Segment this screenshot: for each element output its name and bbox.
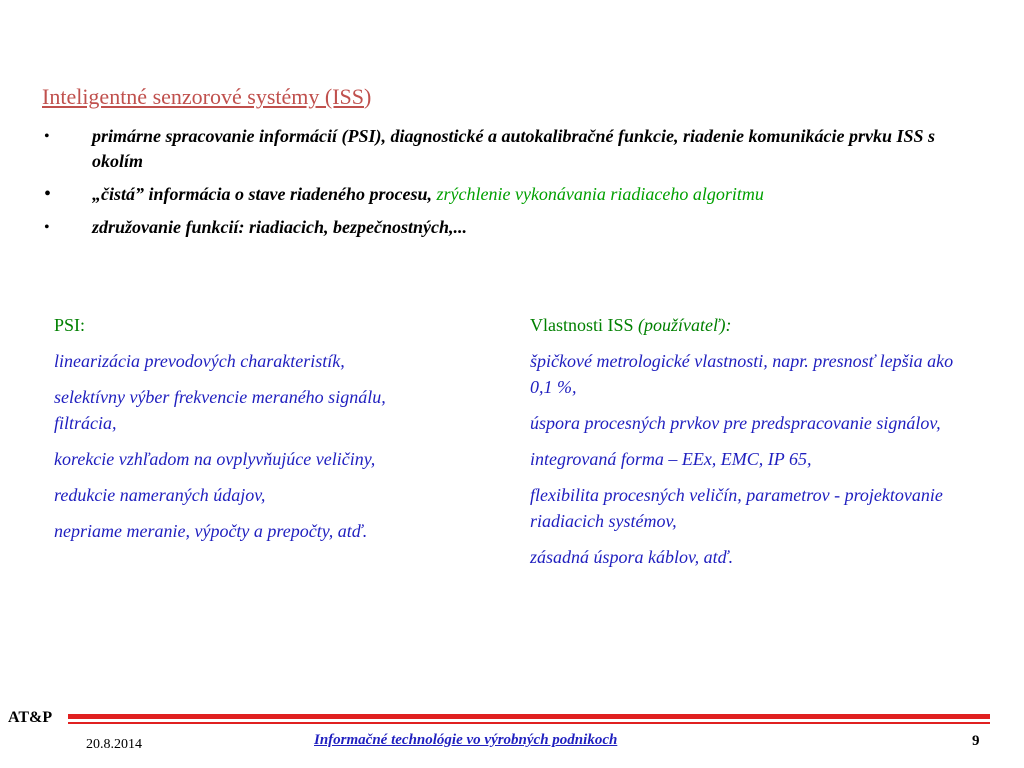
iss-property-item: špičkové metrologické vlastnosti, napr. presnosť lepšia ako 0,1 %, [530, 351, 954, 397]
bullet-dot-icon: • [44, 219, 50, 236]
iss-property-item: flexibilita procesných veličín, parametrov - projektovanie riadiacich systémov, [530, 485, 943, 531]
iss-property-item: zásadná úspora káblov, atď. [530, 547, 734, 567]
bullet-item [44, 215, 974, 240]
psi-item: korekcie vzhľadom na ovplyvňujúce veličiny, [54, 449, 376, 469]
psi-column [54, 312, 444, 554]
page-number: 9 [972, 733, 980, 749]
bullet-item [44, 124, 974, 174]
slide-title-underlined: Inteligentné senzorové systémy (ISS [42, 84, 364, 109]
iss-properties-heading: Vlastnosti ISS (používateľ): [530, 315, 732, 335]
bullet-dot-icon: • [44, 183, 52, 205]
footer-rule-thick [68, 714, 990, 719]
psi-item: linearizácia prevodových charakteristík, [54, 351, 345, 371]
slide-title [42, 84, 371, 110]
psi-item: selektívny výber frekvencie meraného signálu, filtrácia, [54, 387, 386, 433]
bullet-text: primárne spracovanie informácií (PSI), diagnostické a autokalibračné funkcie, riadenie komunikácie prvku ISS s okolím [92, 126, 936, 171]
bullet-text: „čistá” informácia o stave riadeného procesu, zrýchlenie vykonávania riadiaceho algoritmu [92, 184, 764, 204]
bullet-green-text: zrýchlenie vykonávania riadiaceho algoritmu [436, 184, 764, 204]
footer-date: 20.8.2014 [86, 737, 142, 752]
bullet-text: združovanie funkcií: riadiacich, bezpečnostných,... [92, 217, 468, 237]
psi-heading: PSI: [54, 315, 86, 335]
bullet-dot-icon: • [44, 128, 50, 145]
iss-property-item: úspora procesných prvkov pre predspracovanie signálov, [530, 413, 941, 433]
psi-item: redukcie nameraných údajov, [54, 485, 266, 505]
footer-title: Informačné technológie vo výrobných podnikoch [314, 732, 618, 748]
footer-rule-thin [68, 722, 990, 724]
slide-title-tail: ) [364, 84, 372, 109]
footer-brand-logo: AT&P [8, 709, 53, 726]
iss-properties-column [530, 312, 970, 580]
psi-item: nepriame meranie, výpočty a prepočty, atď. [54, 521, 368, 541]
bullet-item [44, 182, 974, 207]
iss-property-item: integrovaná forma – EEx, EMC, IP 65, [530, 449, 812, 469]
bullet-list [44, 124, 974, 248]
